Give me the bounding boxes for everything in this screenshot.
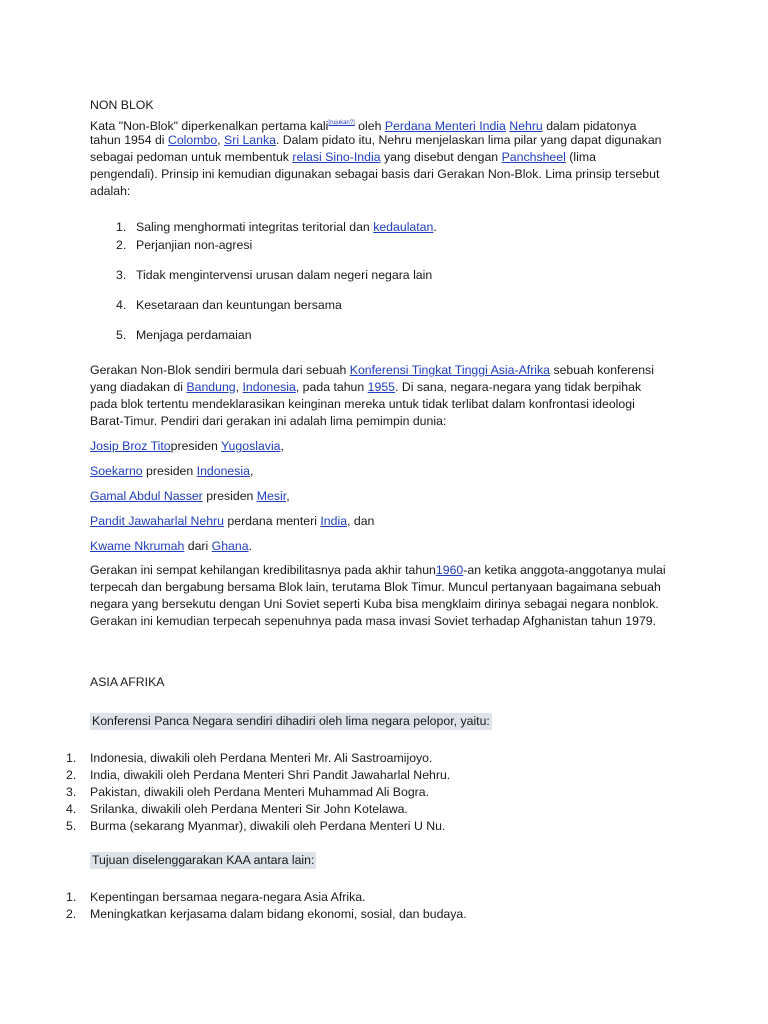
text-span: presiden xyxy=(202,489,257,503)
text-span: presiden xyxy=(170,439,222,453)
list-number: 5. xyxy=(66,819,77,833)
para3-line-4: Gerakan ini kemudian terpecah sepenuhnya pada masa invasi Soviet terhadap Afghanistan tahun 1979. xyxy=(90,614,657,628)
list-item xyxy=(66,767,450,784)
list-item xyxy=(66,801,408,818)
list-item xyxy=(66,906,467,923)
para3-line-2: terpecah dan bergabung bersama Blok lain, terutama Blok Timur. Muncul pertanyaan bagaimana sebuah xyxy=(90,580,661,594)
text-span: . xyxy=(248,539,252,553)
intro-line-5: adalah: xyxy=(90,184,131,198)
link-founder-country[interactable]: Ghana xyxy=(211,539,249,553)
text-span: , xyxy=(235,380,243,394)
text-span: , xyxy=(250,464,254,478)
text-span: , dan xyxy=(347,514,375,528)
link-founder-name[interactable]: Soekarno xyxy=(90,464,143,478)
link-founder-name[interactable]: Pandit Jawaharlal Nehru xyxy=(90,514,224,528)
link-founder-country[interactable]: Indonesia xyxy=(196,464,250,478)
highlight-heading-panca-negara xyxy=(90,713,492,730)
text-span: . Dalam pidato itu, Nehru menjelaskan lima pilar yang dapat digunakan xyxy=(275,133,662,147)
text-span: Kata "Non-Blok" diperkenalkan pertama kali xyxy=(90,119,329,133)
highlight-heading-tujuan-kaa xyxy=(90,852,316,869)
list-text: Meningkatkan kerjasama dalam bidang ekonomi, sosial, dan budaya. xyxy=(90,907,467,921)
text-span: , xyxy=(286,489,290,503)
text-span: yang diadakan di xyxy=(90,380,187,394)
list-number: 1. xyxy=(66,890,77,904)
link-bandung[interactable]: Bandung xyxy=(186,380,236,394)
text-span: . Di sana, negara-negara yang tidak berpihak xyxy=(395,380,642,394)
list-text: Tidak mengintervensi urusan dalam negeri negara lain xyxy=(136,268,433,282)
highlighted-text: Konferensi Panca Negara sendiri dihadiri oleh lima negara pelopor, yaitu: xyxy=(92,714,490,728)
para2-line-3: pada blok tertentu mendeklarasikan keinginan mereka untuk tidak terlibat dalam konfrontasi ideologi xyxy=(90,397,635,411)
founder-line xyxy=(90,513,374,530)
link-perdana-menteri-india[interactable]: Perdana Menteri India xyxy=(384,119,506,133)
list-item xyxy=(66,818,445,835)
intro-line-4: pengendali). Prinsip ini kemudian digunakan sebagai basis dari Gerakan Non-Blok. Lima prinsip tersebut xyxy=(90,167,660,181)
text-span: presiden xyxy=(142,464,197,478)
link-1955[interactable]: 1955 xyxy=(367,380,395,394)
list-number: 5. xyxy=(116,328,127,342)
text-span: Gerakan ini sempat kehilangan kredibilitasnya pada akhir tahun xyxy=(90,563,436,577)
list-text: Menjaga perdamaian xyxy=(136,328,252,342)
list-text: Kesetaraan dan keuntungan bersama xyxy=(136,298,342,312)
list-number: 2. xyxy=(116,238,127,252)
founder-line xyxy=(90,488,290,505)
list-text: India, diwakili oleh Perdana Menteri Shri Pandit Jawaharlal Nehru. xyxy=(90,768,451,782)
list-item xyxy=(66,750,432,767)
founder-line xyxy=(90,538,252,555)
text-span: sebagai pedoman untuk membentuk xyxy=(90,150,293,164)
link-colombo[interactable]: Colombo xyxy=(167,133,218,147)
para3-line-1 xyxy=(90,562,666,579)
list-item xyxy=(116,267,432,284)
list-number: 4. xyxy=(116,298,127,312)
list-item xyxy=(66,889,366,906)
para2-line-4: Barat-Timur. Pendiri dari gerakan ini adalah lima pemimpin dunia: xyxy=(90,414,447,428)
text-span: (lima xyxy=(565,150,596,164)
list-number: 2. xyxy=(66,768,77,782)
text-span: , xyxy=(217,133,225,147)
link-relasi-sino-india[interactable]: relasi Sino-India xyxy=(292,150,381,164)
text-span: dari xyxy=(184,539,212,553)
text-span: , pada tahun xyxy=(295,380,368,394)
link-founder-country[interactable]: India xyxy=(320,514,348,528)
text-span: dalam pidatonya xyxy=(542,119,637,133)
text-span: sebuah konferensi xyxy=(550,363,654,377)
list-text: Kepentingan bersamaa negara-negara Asia Afrika. xyxy=(90,890,366,904)
link-founder-country[interactable]: Mesir xyxy=(256,489,287,503)
text-span: , xyxy=(280,439,284,453)
para2-line-1 xyxy=(90,362,654,379)
list-item xyxy=(116,327,252,344)
list-text: Burma (sekarang Myanmar), diwakili oleh Perdana Menteri U Nu. xyxy=(90,819,446,833)
link-founder-name[interactable]: Josip Broz Tito xyxy=(90,439,171,453)
link-ktt-asia-afrika[interactable]: Konferensi Tingkat Tinggi Asia-Afrika xyxy=(349,363,551,377)
link-founder-name[interactable]: Kwame Nkrumah xyxy=(90,539,185,553)
list-number: 4. xyxy=(66,802,77,816)
para3-line-3: negara yang bersekutu dengan Uni Soviet seperti Kuba bisa mengklaim dirinya sebagai negara nonblok. xyxy=(90,597,659,611)
list-number: 1. xyxy=(66,751,77,765)
link-1960[interactable]: 1960 xyxy=(435,563,464,577)
list-number: 1. xyxy=(116,220,127,234)
link-nehru[interactable]: Nehru xyxy=(509,119,543,133)
text-span: . xyxy=(433,220,437,234)
text-span: -an ketika anggota-anggotanya mulai xyxy=(463,563,666,577)
section-heading-non-blok: NON BLOK xyxy=(90,98,154,112)
list-text: Saling menghormati integritas teritorial dan xyxy=(136,220,374,234)
link-founder-country[interactable]: Yugoslavia xyxy=(221,439,281,453)
list-item xyxy=(116,219,437,236)
text-span: tahun 1954 di xyxy=(90,133,168,147)
link-sri-lanka[interactable]: Sri Lanka xyxy=(224,133,276,147)
intro-line-3 xyxy=(90,149,596,166)
link-founder-name[interactable]: Gamal Abdul Nasser xyxy=(90,489,203,503)
list-text: Perjanjian non-agresi xyxy=(136,238,253,252)
list-text: Indonesia, diwakili oleh Perdana Menteri Mr. Ali Sastroamijoyo. xyxy=(90,751,433,765)
text-span: perdana menteri xyxy=(223,514,321,528)
link-panchsheel[interactable]: Panchsheel xyxy=(501,150,566,164)
intro-line-2 xyxy=(90,132,662,149)
list-text: Srilanka, diwakili oleh Perdana Menteri Sir John Kotelawa. xyxy=(90,802,408,816)
para2-line-2 xyxy=(90,379,641,396)
text-span: Gerakan Non-Blok sendiri bermula dari sebuah xyxy=(90,363,350,377)
list-text: Pakistan, diwakili oleh Perdana Menteri Muhammad Ali Bogra. xyxy=(90,785,430,799)
section-heading-asia-afrika: ASIA AFRIKA xyxy=(90,675,165,689)
list-item xyxy=(116,237,252,254)
text-span: oleh xyxy=(354,119,385,133)
founder-line xyxy=(90,463,253,480)
citation-needed-link[interactable]: [rujukan?] xyxy=(328,120,355,126)
list-number: 2. xyxy=(66,907,77,921)
highlighted-text: Tujuan diselenggarakan KAA antara lain: xyxy=(92,853,315,867)
list-number: 3. xyxy=(66,785,77,799)
link-indonesia[interactable]: Indonesia xyxy=(242,380,296,394)
list-item xyxy=(66,784,429,801)
text-span: yang disebut dengan xyxy=(380,150,502,164)
link-kedaulatan[interactable]: kedaulatan xyxy=(373,220,434,234)
list-item xyxy=(116,297,342,314)
founder-line xyxy=(90,438,284,455)
list-number: 3. xyxy=(116,268,127,282)
